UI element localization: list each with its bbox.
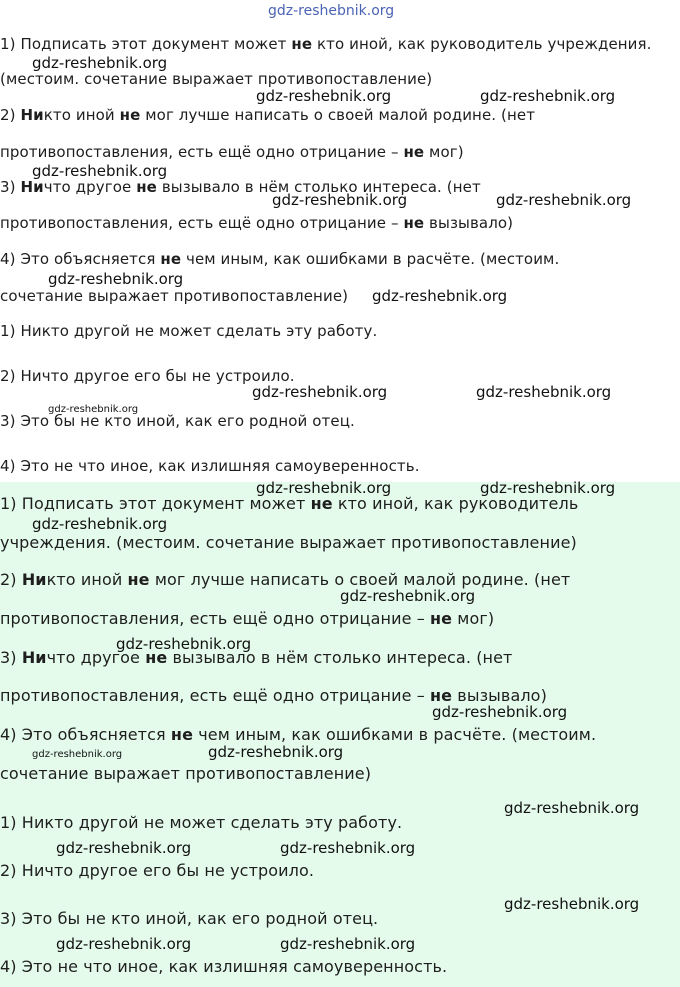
s1-line-8: сочетание выражает противопоставление): [0, 287, 349, 305]
s1-line-9: 1) Никто другой не может сделать эту работу.: [0, 322, 378, 340]
s1-line-7: 4) Это объясняется не чем иным, как ошибками в расчёте. (местоим.: [0, 250, 560, 268]
watermark: gdz-reshebnik.org: [372, 287, 508, 305]
s1-line-3: 2) Никто иной не мог лучше написать о своей малой родине. (нет: [0, 106, 536, 124]
watermark: gdz-reshebnik.org: [56, 935, 192, 953]
watermark: gdz-reshebnik.org: [56, 839, 192, 857]
s1-line-6: противопоставления, есть ещё одно отрицание – не вызывало): [0, 214, 514, 232]
s1-line-1: 1) Подписать этот документ может не кто иной, как руководитель учреждения.: [0, 35, 652, 53]
watermark-top: gdz-reshebnik.org: [268, 3, 395, 19]
watermark: gdz-reshebnik.org: [208, 743, 344, 761]
watermark: gdz-reshebnik.org: [280, 839, 416, 857]
watermark: gdz-reshebnik.org: [272, 191, 408, 209]
watermark: gdz-reshebnik.org: [340, 587, 476, 605]
watermark-small: gdz-reshebnik.org: [32, 749, 123, 760]
s1-line-10: 2) Ничто другое его бы не устроило.: [0, 367, 295, 385]
watermark: gdz-reshebnik.org: [48, 270, 184, 288]
s2-line-6: противопоставления, есть ещё одно отрицание – не вызывало): [0, 686, 547, 705]
watermark: gdz-reshebnik.org: [256, 87, 392, 105]
watermark: gdz-reshebnik.org: [432, 703, 568, 721]
watermark: gdz-reshebnik.org: [480, 87, 616, 105]
s1-line-5: 3) Ничто другое не вызывало в нём столько интереса. (нет: [0, 178, 481, 196]
s1-line-2: (местоим. сочетание выражает противопоставление): [0, 70, 433, 88]
s2-line-3: 2) Никто иной не мог лучше написать о своей малой родине. (нет: [0, 570, 571, 589]
s1-line-4: противопоставления, есть ещё одно отрицание – не мог): [0, 143, 464, 161]
s1-line-11: 3) Это бы не кто иной, как его родной отец.: [0, 412, 355, 430]
watermark: gdz-reshebnik.org: [32, 162, 168, 180]
watermark-small: gdz-reshebnik.org: [48, 404, 139, 415]
watermark: gdz-reshebnik.org: [116, 635, 252, 653]
s2-line-8: сочетание выражает противопоставление): [0, 764, 372, 783]
s2-line-2: учреждения. (местоим. сочетание выражает противопоставление): [0, 533, 577, 552]
s2-line-9: 1) Никто другой не может сделать эту работу.: [0, 813, 403, 832]
watermark: gdz-reshebnik.org: [504, 895, 640, 913]
watermark: gdz-reshebnik.org: [32, 515, 168, 533]
s2-line-4: противопоставления, есть ещё одно отрицание – не мог): [0, 609, 495, 628]
s1-line-12: 4) Это не что иное, как излишняя самоуверенность.: [0, 457, 420, 475]
watermark: gdz-reshebnik.org: [476, 383, 612, 401]
watermark: gdz-reshebnik.org: [256, 479, 392, 497]
s2-line-7: 4) Это объясняется не чем иным, как ошибками в расчёте. (местоим.: [0, 725, 597, 744]
watermark: gdz-reshebnik.org: [496, 191, 632, 209]
watermark: gdz-reshebnik.org: [504, 799, 640, 817]
s2-line-1: 1) Подписать этот документ может не кто иной, как руководитель: [0, 494, 579, 513]
watermark: gdz-reshebnik.org: [32, 54, 168, 72]
s2-line-11: 3) Это бы не кто иной, как его родной отец.: [0, 909, 379, 928]
watermark: gdz-reshebnik.org: [480, 479, 616, 497]
s2-line-5: 3) Ничто другое не вызывало в нём столько интереса. (нет: [0, 648, 513, 667]
s2-line-10: 2) Ничто другое его бы не устроило.: [0, 861, 315, 880]
watermark: gdz-reshebnik.org: [252, 383, 388, 401]
s2-line-12: 4) Это не что иное, как излишняя самоуверенность.: [0, 957, 448, 976]
watermark: gdz-reshebnik.org: [280, 935, 416, 953]
